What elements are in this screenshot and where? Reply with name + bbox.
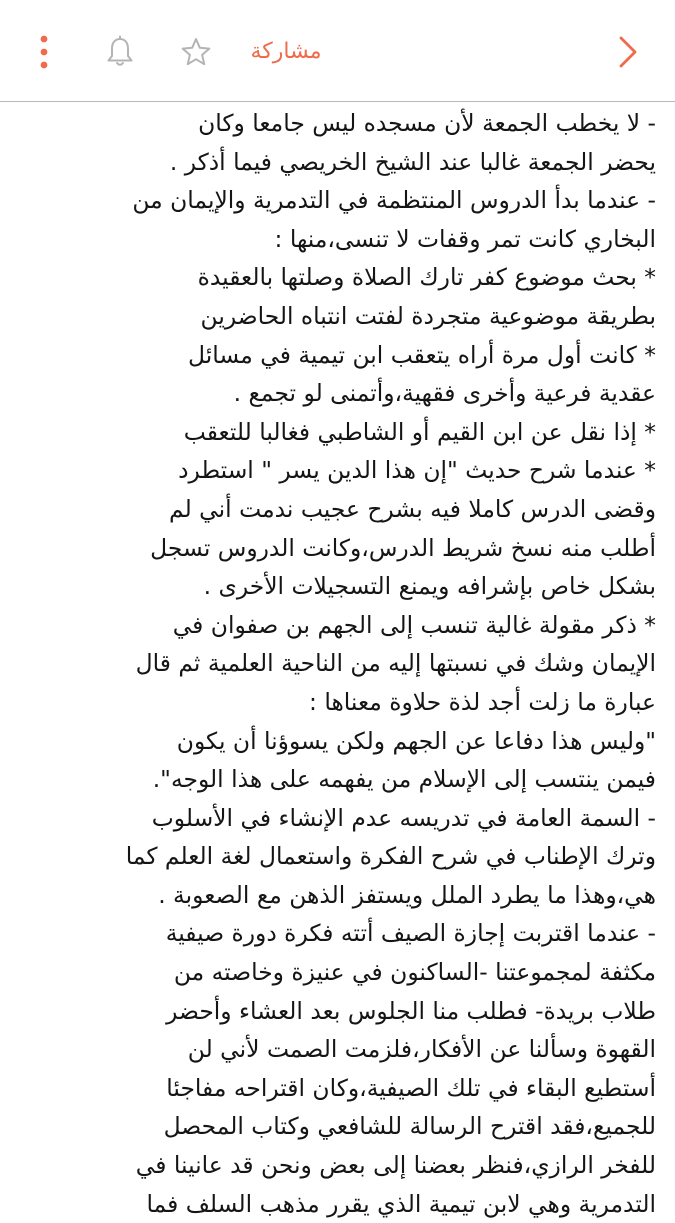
text-line: الإيمان وشك في نسبتها إليه من الناحية العلمية ثم قال	[135, 649, 656, 678]
back-button[interactable]	[606, 30, 650, 74]
share-button[interactable]: مشاركة	[250, 38, 322, 64]
text-line: البخاري كانت تمر وقفات لا تنسى،منها :	[274, 224, 656, 253]
text-line: يحضر الجمعة غالبا عند الشيخ الخريصي فيما أذكر .	[169, 147, 656, 176]
text-line: - عندما بدأ الدروس المنتظمة في التدمرية والإيمان من	[132, 186, 656, 215]
text-line: * إذا نقل عن ابن القيم أو الشاطبي فغالبا للتعقب	[183, 417, 656, 446]
text-line: مكثفة لمجموعتنا -الساكنون في عنيزة وخاصته من	[173, 958, 656, 987]
text-line: بطريقة موضوعية متجردة لفتت انتباه الحاضرين	[200, 301, 656, 330]
tweet-text-body	[22, 104, 656, 1218]
text-line: بشكل خاص بإشرافه ويمنع التسجيلات الأخرى .	[203, 572, 656, 601]
text-line: عبارة ما زلت أجد لذة حلاوة معناها :	[309, 687, 656, 716]
text-line: أستطيع البقاء في تلك الصيفية،وكان اقتراحه مفاجئا	[166, 1073, 656, 1102]
text-line: * كانت أول مرة أراه يتعقب ابن تيمية في مسائل	[188, 340, 656, 369]
text-line: * ذكر مقولة غالية تنسب إلى الجهم بن صفوان في	[172, 610, 656, 639]
app-toolbar	[0, 0, 675, 102]
text-line: وترك الإطناب في شرح الفكرة واستعمال لغة العلم كما	[125, 842, 656, 871]
more-vert-icon	[38, 34, 50, 70]
text-line: للجميع،فقد اقترح الرسالة للشافعي وكتاب المحصل	[163, 1112, 656, 1141]
text-line: التدمرية وهي لابن تيمية الذي يقرر مذهب السلف فما	[146, 1189, 656, 1218]
chevron-right-icon	[617, 35, 639, 69]
text-line: أطلب منه نسخ شريط الدرس،وكانت الدروس تسجل	[150, 533, 656, 562]
text-line: - السمة العامة في تدريسه عدم الإنشاء في الأسلوب	[151, 803, 656, 832]
text-line: طلاب بريدة- فطلب منا الجلوس بعد العشاء وأحضر	[166, 996, 656, 1025]
text-line: * عندما شرح حديث "إن هذا الدين يسر " استطرد	[178, 456, 656, 485]
star-icon	[180, 36, 212, 68]
favorite-button[interactable]	[176, 32, 216, 72]
more-options-button[interactable]	[24, 32, 64, 72]
notification-button[interactable]	[100, 32, 140, 72]
text-line: وقضى الدرس كاملا فيه بشرح عجيب ندمت أني لم	[169, 494, 656, 523]
text-line: "وليس هذا دفاعا عن الجهم ولكن يسوؤنا أن يكون	[176, 726, 656, 755]
text-line: للفخر الرازي،فنظر بعضنا إلى بعض ونحن قد عانينا في	[135, 1151, 656, 1180]
text-line: القهوة وسألنا عن الأفكار،فلزمت الصمت لأني لن	[187, 1035, 656, 1064]
text-line: * بحث موضوع كفر تارك الصلاة وصلتها بالعقيدة	[197, 263, 656, 292]
text-line: - عندما اقتربت إجازة الصيف أتته فكرة دورة صيفية	[165, 919, 656, 948]
text-line: هي،وهذا ما يطرد الملل ويستفز الذهن مع الصعوبة .	[158, 880, 656, 909]
text-line: عقدية فرعية وأخرى فقهية،وأتمنى لو تجمع .	[233, 379, 656, 408]
bell-icon	[105, 35, 135, 69]
text-line: فيمن ينتسب إلى الإسلام من يفهمه على هذا الوجه".	[152, 765, 656, 794]
text-line: - لا يخطب الجمعة لأن مسجده ليس جامعا وكان	[198, 109, 656, 137]
